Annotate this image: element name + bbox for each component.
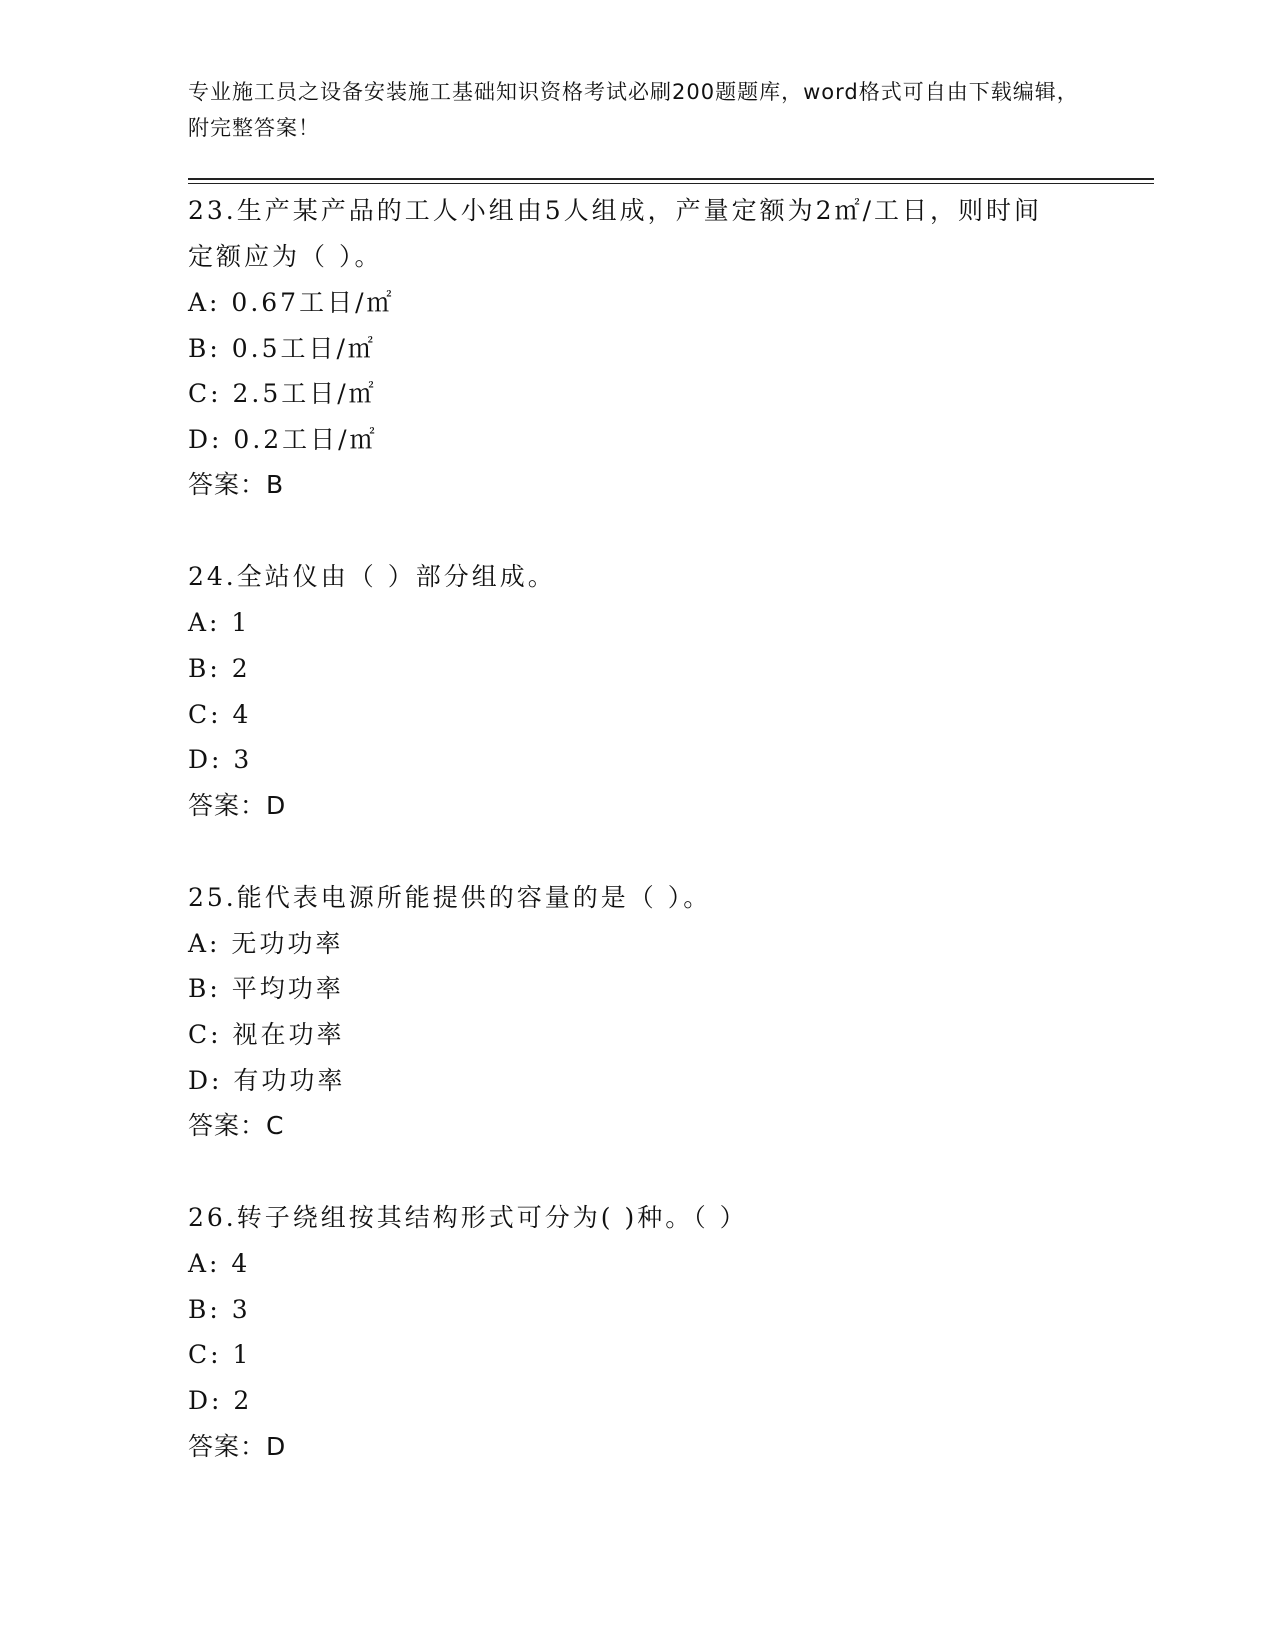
answer-label: 答案：	[188, 1111, 267, 1141]
option-d: D: 3	[188, 745, 253, 775]
question-stem-line: 26.转子绕组按其结构形式可分为( )种。（ ）	[188, 1203, 748, 1233]
answer-value: D	[266, 790, 287, 820]
option-b: B: 2	[188, 653, 251, 683]
answer-line	[188, 783, 1108, 829]
option-a: A: 1	[188, 608, 251, 638]
question-stem-line: 23.生产某产品的工人小组由5人组成，产量定额为2㎡/工日，则时间	[188, 196, 1042, 225]
option-b: B: 3	[188, 1294, 251, 1324]
option-b: B: 平均功率	[188, 974, 344, 1004]
question-26	[188, 1195, 1108, 1469]
answer-label: 答案：	[188, 790, 267, 820]
option-a: A: 4	[188, 1249, 251, 1279]
question-stem-line: 24.全站仪由（ ）部分组成。	[188, 562, 556, 592]
option-b: B: 0.5工日/㎡	[188, 333, 376, 363]
header-divider-thin	[188, 183, 1154, 184]
header-divider-thick	[188, 178, 1154, 180]
option-c: C: 1	[188, 1340, 252, 1370]
question-23	[188, 188, 1108, 508]
option-a: A: 无功功率	[188, 928, 344, 958]
question-stem-line: 定额应为（ ）。	[188, 242, 383, 271]
answer-value: D	[266, 1431, 287, 1461]
option-d: D: 0.2工日/㎡	[188, 424, 378, 454]
document-header: 专业施工员之设备安装施工基础知识资格考试必刷200题题库，word格式可自由下载编辑，附完整答案！	[188, 80, 1079, 140]
answer-value: C	[266, 1111, 285, 1141]
question-list	[188, 188, 1108, 1470]
option-d: D: 有功功率	[188, 1065, 346, 1095]
option-a: A: 0.67工日/㎡	[188, 288, 395, 317]
question-stem-line: 25.能代表电源所能提供的容量的是（ ）。	[188, 882, 712, 912]
question-25	[188, 875, 1108, 1149]
question-24	[188, 554, 1108, 828]
option-c: C: 2.5工日/㎡	[188, 379, 377, 409]
option-d: D: 2	[188, 1385, 253, 1415]
answer-line	[188, 1103, 1108, 1149]
option-c: C: 视在功率	[188, 1019, 345, 1049]
answer-label: 答案：	[188, 1431, 267, 1461]
answer-value: B	[266, 470, 285, 500]
answer-line	[188, 462, 1108, 508]
option-c: C: 4	[188, 699, 252, 729]
answer-line	[188, 1424, 1108, 1470]
answer-label: 答案：	[188, 470, 267, 500]
